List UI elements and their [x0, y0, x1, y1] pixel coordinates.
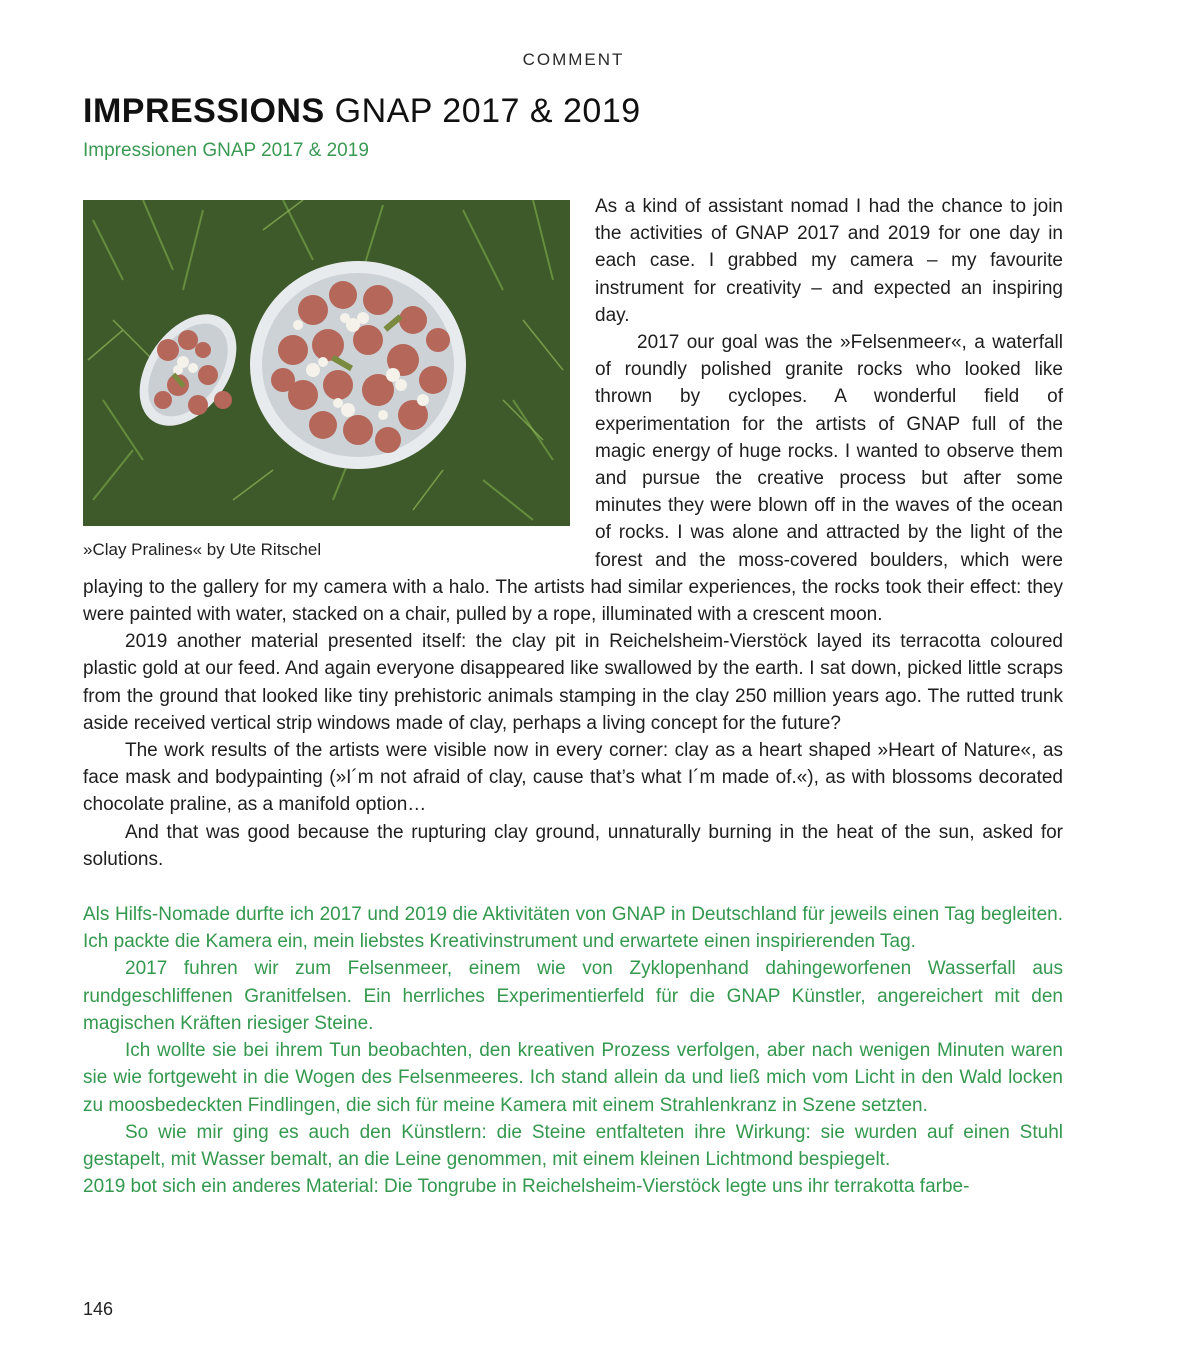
title-rest: GNAP 2017 & 2019: [324, 92, 641, 130]
de-paragraph-1: Als Hilfs-Nomade durfte ich 2017 und 2019 die Aktivitäten von GNAP in Deutschland für jeweils einen Tag begleiten. Ich packte die Kamera ein, mein liebstes Kreativinstrument und erwartete einen inspirierenden Tag.: [83, 904, 1063, 953]
en-paragraph-5: And that was good because the rupturing clay ground, unnaturally burning in the heat of the sun, asked for solutions.: [83, 821, 1063, 870]
page-subtitle: Impressionen GNAP 2017 & 2019: [83, 140, 369, 161]
en-paragraph-3: 2019 another material presented itself: the clay pit in Reichelsheim-Vierstöck layed its terracotta coloured plastic gold at our feed. And again everyone disappeared like swallowed by the earth. I sat down, picked little scraps from the ground that looked like tiny prehistoric animals stamping in the clay 250 million years ago. The rutted trunk aside received vertical strip windows made of clay, perhaps a living concept for the future?: [83, 631, 1063, 734]
de-paragraph-5: 2019 bot sich ein anderes Material: Die Tongrube in Reichelsheim-Vierstöck legte uns ihr terrakotta farbe-: [83, 1176, 970, 1198]
en-paragraph-2: 2017 our goal was the »Felsenmeer«, a waterfall of roundly polished granite rocks who looked like thrown by cyclopes. A wonderful field of experimentation for the artists of GNAP full of the magic energy of huge rocks. I wanted to observe them and pursue the creative process but after some minutes they were blown off in the waves of the ocean of rocks. I was alone and attracted by the light of the forest and the moss-covered boulders, which were playing to the gallery for my camera with a halo. The artists had similar experiences, the rocks took their effect: they were painted with water, stacked on a chair, pulled by a rope, illuminated with a crescent moon.: [83, 332, 1063, 626]
en-paragraph-4: The work results of the artists were visible now in every corner: clay as a heart shaped »Heart of Nature«, as face mask and bodypainting (»I´m not afraid of clay, cause that’s what I´m made of.«), as with blossoms decorated chocolate praline, as a manifold option…: [83, 740, 1063, 816]
title-bold: IMPRESSIONS: [83, 92, 325, 130]
page-title: [83, 92, 641, 131]
page-number: 146: [83, 1299, 114, 1319]
section-label: COMMENT: [522, 50, 625, 69]
en-paragraph-1: As a kind of assistant nomad I had the chance to join the activities of GNAP 2017 and 2019 for one day in each case. I grabbed my camera – my favourite instrument for creativity – and expected an inspiring day.: [595, 196, 1063, 326]
figure-spacer: [83, 193, 595, 571]
de-paragraph-2: 2017 fuhren wir zum Felsenmeer, einem wie von Zyklopenhand dahingeworfenen Wasserfall aus rundgeschliffenen Granitfelsen. Ein herrliches Experimentierfeld für die GNAP Künstler, angereichert mit den magischen Kräften riesiger Steine.: [83, 958, 1063, 1034]
de-paragraph-4: So wie mir ging es auch den Künstlern: die Steine entfalteten ihre Wirkung: sie wurden auf einen Stuhl gestapelt, mit Wasser bemalt, an die Leine genommen, mit einem kleinen Lichtmond bespiegelt.: [83, 1121, 1063, 1170]
photo-caption: »Clay Pralines« by Ute Ritschel: [83, 540, 322, 559]
article-body: [83, 193, 1063, 1200]
de-paragraph-3: Ich wollte sie bei ihrem Tun beobachten, den kreativen Prozess verfolgen, aber nach wenigen Minuten waren sie wie fortgeweht in die Wogen des Felsenmeeres. Ich stand allein da und ließ mich vom Licht in den Wald locken zu moosbedeckten Findlingen, die sich für meine Kamera mit einem Strahlenkranz in Szene setzten.: [83, 1040, 1063, 1116]
